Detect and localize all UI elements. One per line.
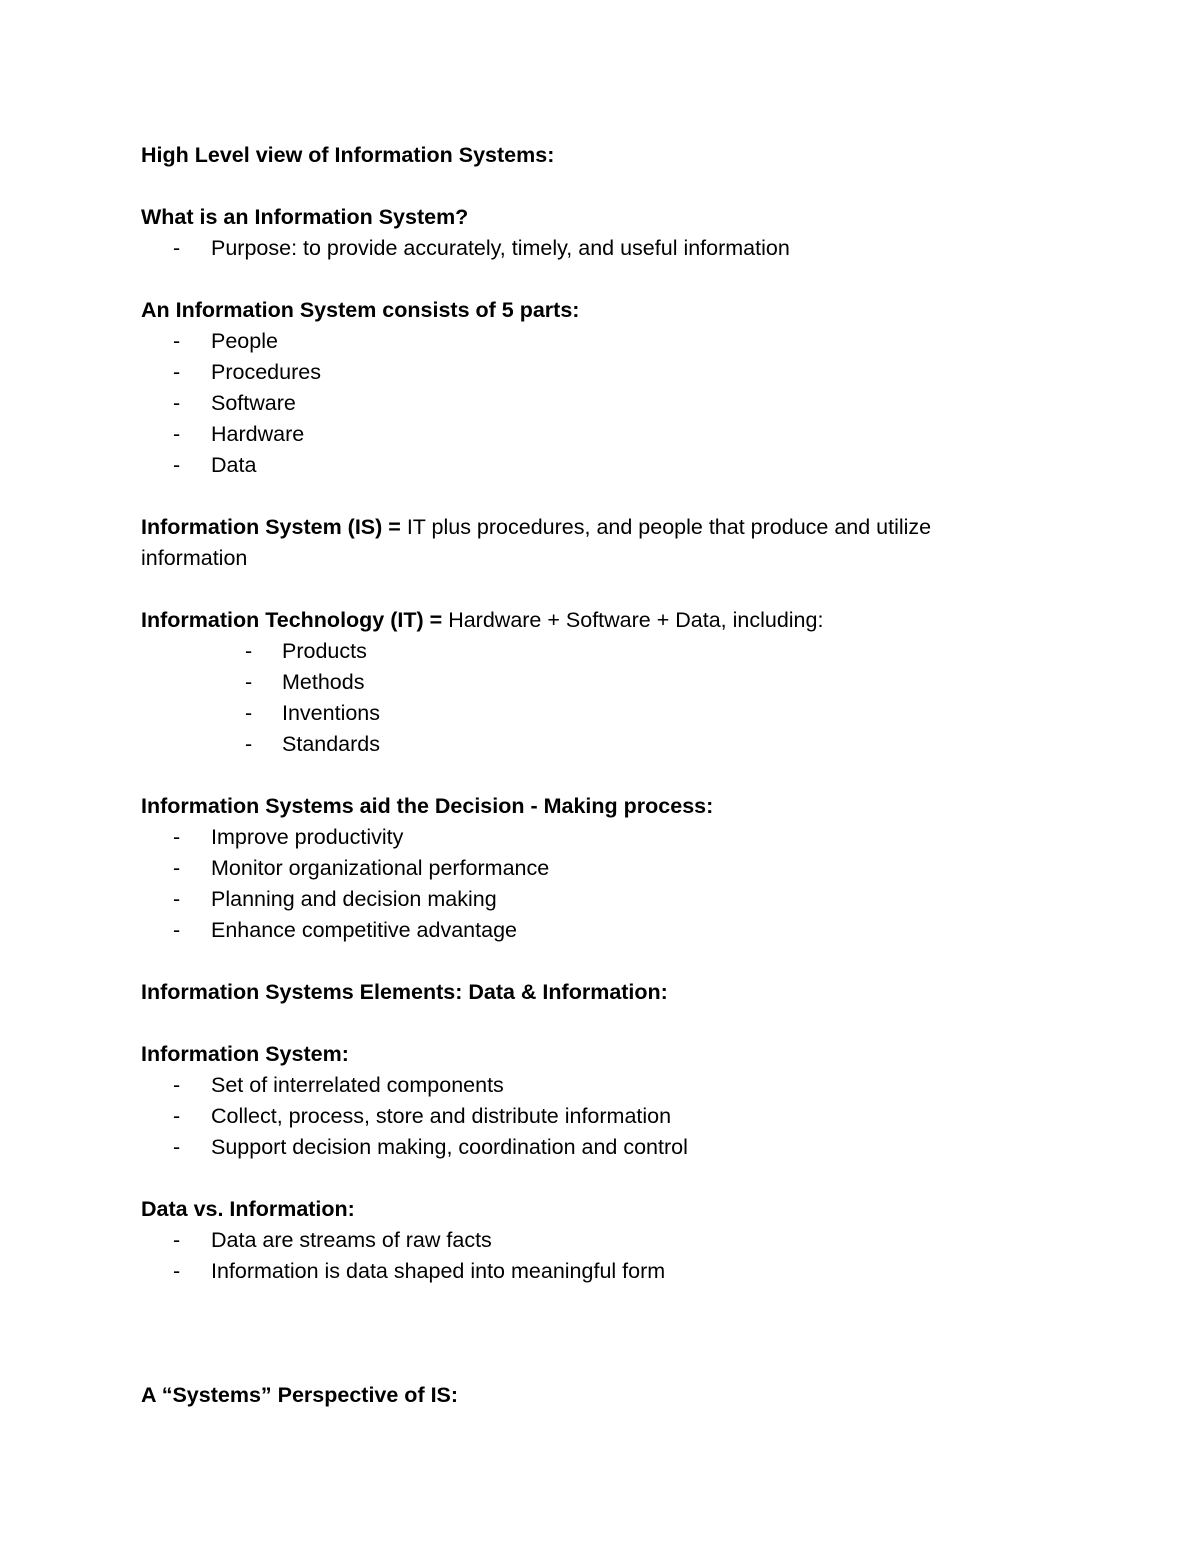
- list-item: [141, 419, 1041, 450]
- spacer: [141, 574, 1041, 605]
- section-heading-five-parts: An Information System consists of 5 parts:: [141, 298, 580, 322]
- spacer: [141, 1163, 1041, 1194]
- bullet-dash: -: [173, 391, 181, 415]
- is-definition-paragraph: [141, 512, 1041, 574]
- list-item: [141, 357, 1041, 388]
- list-item-text: Collect, process, store and distribute information: [211, 1104, 672, 1128]
- bullet-dash: -: [245, 701, 253, 725]
- bullet-dash: -: [245, 732, 253, 756]
- section-heading-decision-making: Information Systems aid the Decision - Making process:: [141, 794, 714, 818]
- bullet-dash: -: [245, 639, 253, 663]
- list-item: [141, 884, 1041, 915]
- section-heading-what-is: What is an Information System?: [141, 205, 469, 229]
- list-item: [141, 388, 1041, 419]
- bullet-dash: -: [173, 1259, 181, 1283]
- bullet-dash: -: [173, 453, 181, 477]
- it-definition-paragraph: [141, 605, 1041, 636]
- list-item-text: Planning and decision making: [211, 887, 497, 911]
- is-definition-term: Information System (IS) =: [141, 515, 401, 539]
- list-item: [141, 853, 1041, 884]
- section-heading-systems-perspective: A “Systems” Perspective of IS:: [141, 1383, 459, 1407]
- list-item: [141, 450, 1041, 481]
- list-item: [141, 636, 1041, 667]
- list-item-text: Products: [282, 639, 367, 663]
- bullet-dash: -: [173, 1228, 181, 1252]
- list-item-text: Standards: [282, 732, 381, 756]
- list-item-text: Inventions: [282, 701, 381, 725]
- bullet-dash: -: [173, 856, 181, 880]
- section-heading-information-system: Information System:: [141, 1042, 349, 1066]
- bullet-dash: -: [173, 422, 181, 446]
- spacer: [141, 946, 1041, 977]
- spacer: [141, 1008, 1041, 1039]
- bullet-dash: -: [245, 670, 253, 694]
- list-item: [141, 1132, 1041, 1163]
- list-item-text: Enhance competitive advantage: [211, 918, 517, 942]
- bullet-dash: -: [173, 1073, 181, 1097]
- list-item-text: Set of interrelated components: [211, 1073, 504, 1097]
- list-item-text: Information is data shaped into meaningful form: [211, 1259, 666, 1283]
- list-item: [141, 1101, 1041, 1132]
- document-page: [141, 140, 1041, 1411]
- list-item: [141, 1225, 1041, 1256]
- bullet-dash: -: [173, 360, 181, 384]
- list-item-text: People: [211, 329, 278, 353]
- it-definition-term: Information Technology (IT) =: [141, 608, 443, 632]
- list-item: [141, 1070, 1041, 1101]
- spacer: [141, 760, 1041, 791]
- bullet-dash: -: [173, 1135, 181, 1159]
- list-item-text: Improve productivity: [211, 825, 404, 849]
- spacer: [141, 481, 1041, 512]
- document-title: High Level view of Information Systems:: [141, 143, 555, 167]
- it-definition-text: Hardware + Software + Data, including:: [448, 608, 824, 632]
- list-item: [141, 729, 1041, 760]
- list-item-text: Procedures: [211, 360, 321, 384]
- spacer: [141, 1287, 1041, 1380]
- bullet-dash: -: [173, 236, 181, 260]
- spacer: [141, 171, 1041, 202]
- list-item: [141, 915, 1041, 946]
- list-item-text: Methods: [282, 670, 365, 694]
- list-item: [141, 698, 1041, 729]
- list-item-text: Hardware: [211, 422, 305, 446]
- list-item-text: Software: [211, 391, 296, 415]
- bullet-dash: -: [173, 887, 181, 911]
- list-item: [141, 1256, 1041, 1287]
- list-item-text: Monitor organizational performance: [211, 856, 550, 880]
- list-item-text: Support decision making, coordination and control: [211, 1135, 688, 1159]
- bullet-dash: -: [173, 1104, 181, 1128]
- list-item: [141, 822, 1041, 853]
- list-item-text: Data are streams of raw facts: [211, 1228, 492, 1252]
- list-item: [141, 233, 1041, 264]
- spacer: [141, 264, 1041, 295]
- list-item: [141, 326, 1041, 357]
- bullet-dash: -: [173, 918, 181, 942]
- section-heading-data-vs-information: Data vs. Information:: [141, 1197, 355, 1221]
- list-item: [141, 667, 1041, 698]
- list-item-text: Data: [211, 453, 257, 477]
- bullet-dash: -: [173, 329, 181, 353]
- list-item-text: Purpose: to provide accurately, timely, and useful information: [211, 236, 790, 260]
- section-heading-elements: Information Systems Elements: Data & Information:: [141, 980, 668, 1004]
- bullet-dash: -: [173, 825, 181, 849]
- is-definition-text: IT plus procedures, and people that produce and utilize information: [141, 515, 932, 570]
